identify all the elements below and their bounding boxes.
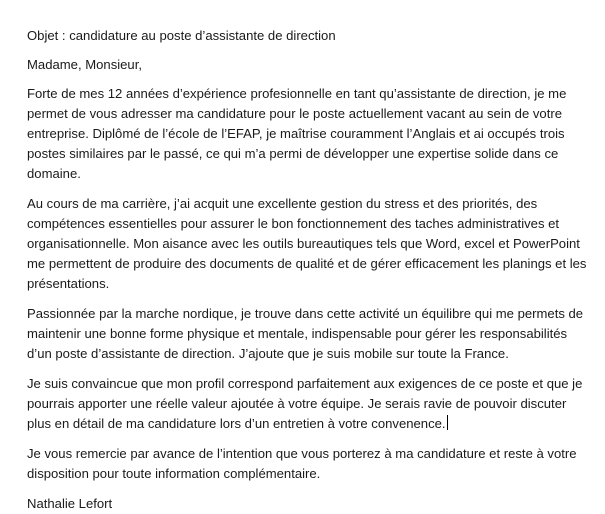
paragraph-motivation-text: Je suis convaincue que mon profil correspond parfaitement aux exigences de ce poste et que je pourrais apporter une réelle valeur ajoutée à votre équipe. Je serais ravie de pouvoir discuter plus en détail de ma candidature lors d’un entretien à votre convenence. <box>27 376 583 431</box>
text-cursor <box>447 415 448 430</box>
subject-line: Objet : candidature au poste d’assistante de direction <box>27 28 336 43</box>
salutation: Madame, Monsieur, <box>27 57 142 72</box>
signature: Nathalie Lefort <box>27 496 113 511</box>
paragraph-closing: Je vous remercie par avance de l’intention que vous porterez à ma candidature et reste à votre disposition pour toute information complémentaire. <box>27 446 577 481</box>
paragraph-personal: Passionnée par la marche nordique, je trouve dans cette activité un équilibre qui me permets de maintenir une bonne forme physique et mentale, indispensable pour gérer les responsabilités d’un poste d’assistante de direction. J’ajoute que je suis mobile sur toute la France. <box>27 306 584 361</box>
paragraph-skills: Au cours de ma carrière, j’ai acquit une excellente gestion du stress et des priorités, des compétences essentielles pour assurer le bon fonctionnement des taches administratives et organisationnelle. Mon aisance avec les outils bureautiques tels que Word, excel et PowerPoint me permettent de produire des documents de qualité et de gérer efficacement les planings et les présentations. <box>27 196 587 291</box>
paragraph-motivation <box>27 374 587 434</box>
paragraph-experience: Forte de mes 12 années d’expérience profesionnelle en tant qu’assistante de direction, je me permet de vous adresser ma candidature pour le poste actuellement vacant au sein de votre entreprise. Diplômé de l’école de l’EFAP, je maîtrise couramment l’Anglais et ai occupés trois postes similaires par le passé, ce qui m’a permi de développer une expertise solide dans ce domaine. <box>27 86 567 181</box>
document-body[interactable] <box>27 26 587 514</box>
